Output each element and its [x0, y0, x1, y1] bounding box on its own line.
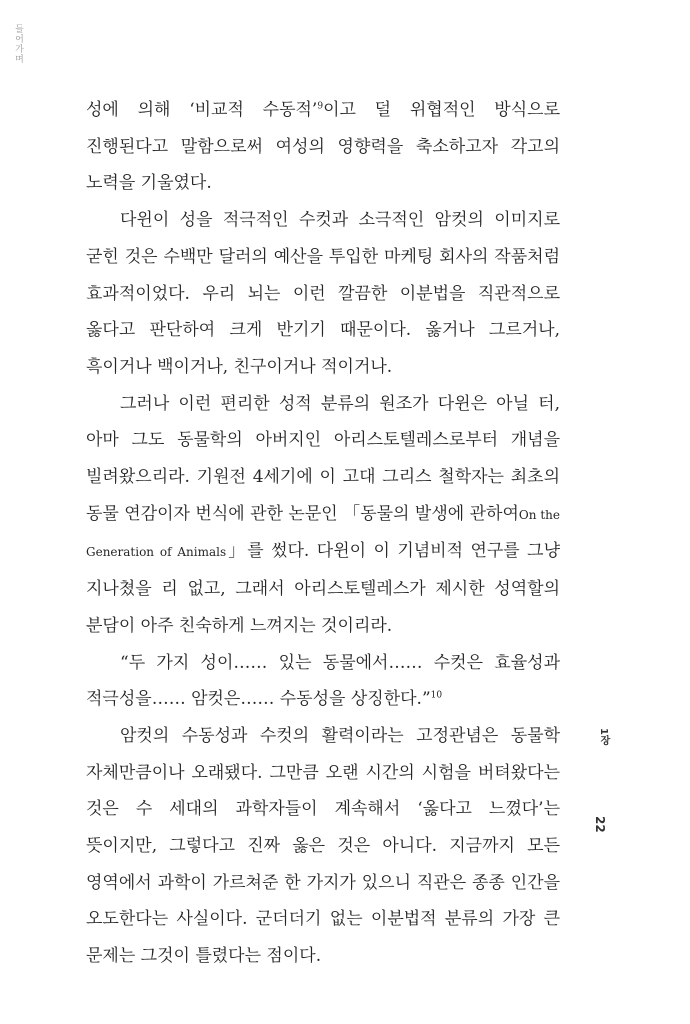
chapter-tab: 1장 [598, 728, 609, 745]
text-run: 이고 덜 위협적인 방식으로 진행된다고 말함으로써 여성의 영향력을 축소하고자 각고의 노력을 기울였다. [86, 100, 560, 194]
quotation [86, 645, 560, 718]
paragraph [86, 202, 560, 386]
text-run: 다윈이 성을 적극적인 수컷과 소극적인 암컷의 이미지로 굳힌 것은 수백만 달러의 예산을 투입한 마케팅 회사의 작품처럼 효과적이었다. 우리 뇌는 이런 깔끔한 이분법을 직관적으로 옳다고 판단하여 크게 반기기 때문이다. 옳거나 그르거나, 흑이거나 백이거나, 친구이거나 적이거나. [86, 210, 560, 377]
text-run: 」를 썼다. 다윈이 이 기념비적 연구를 그냥 지나쳤을 리 없고, 그래서 아리스토텔레스가 제시한 성역할의 분담이 아주 친숙하게 느껴지는 것이리라. [86, 541, 561, 636]
footnote-ref: 10 [430, 690, 443, 701]
page-number: 22 [593, 816, 607, 833]
text-run: 그러나 이런 편리한 성적 분류의 원조가 다윈은 아닐 터, 아마 그도 동물학의 아버지인 아리스토텔레스로부터 개념을 빌려왔으리라. 기원전 4세기에 이 고대 그리스 철학자는 최초의 동물 연감이자 번식에 관한 논문인 「동물의 발생에 관하여 [86, 393, 560, 524]
running-head: 들어가며 [13, 24, 23, 64]
paragraph [86, 718, 560, 975]
text-run: “두 가지 성이…… 있는 동물에서…… 수컷은 효율성과 적극성을…… 암컷은…… 수동성을 상징한다.” [86, 652, 560, 710]
paragraph [86, 92, 560, 202]
text-run: 성에 의해 ‘비교적 수동적’ [86, 100, 318, 120]
body-text [86, 92, 560, 975]
paragraph [86, 386, 560, 645]
text-run: 암컷의 수동성과 수컷의 활력이라는 고정관념은 동물학 자체만큼이나 오래됐다. 그만큼 오랜 시간의 시험을 버텨왔다는 것은 수 세대의 과학자들이 계속해서 ‘옳다고 느꼈다’는 뜻이지만, 그렇다고 진짜 옳은 것은 아니다. 지금까지 모든 영역에서 과학이 가르쳐준 한 가지가 있으니 직관은 종종 인간을 오도한다는 사실이다. 군더더기 없는 이분법적 분류의 가장 큰 문제는 그것이 틀렸다는 점이다. [86, 725, 560, 967]
footnote-ref: 9 [317, 101, 324, 112]
english-title: On the Generation of Animals [86, 507, 560, 560]
